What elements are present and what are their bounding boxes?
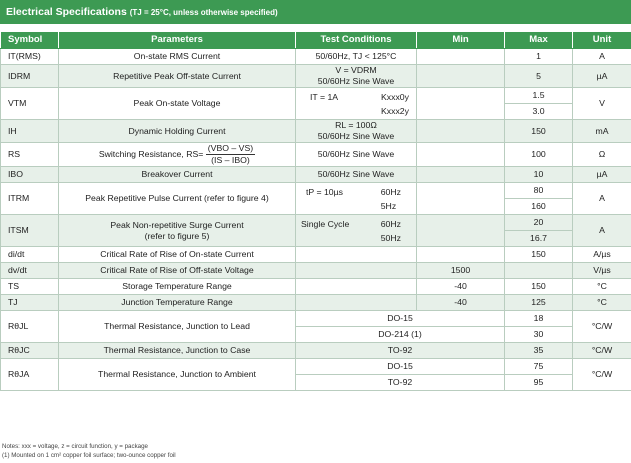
max-cell: 80	[505, 183, 573, 199]
variant-label: 60Hz	[380, 186, 401, 197]
max-cell: 30	[505, 327, 573, 343]
unit-cell: °C	[573, 279, 631, 295]
table-row	[1, 311, 631, 327]
parameter-cell	[59, 215, 296, 247]
min-cell	[417, 183, 505, 215]
unit-cell: °C/W	[573, 343, 631, 359]
symbol-cell: di/dt	[1, 247, 59, 263]
max-cell: 18	[505, 311, 573, 327]
max-cell: 1	[505, 49, 573, 65]
table-row	[1, 183, 631, 199]
max-cell: 75	[505, 359, 573, 375]
condition-cell	[296, 183, 417, 215]
min-cell	[417, 49, 505, 65]
condition-cell: 50/60Hz Sine Wave	[296, 167, 417, 183]
table-row	[1, 247, 631, 263]
condition-line: 50/60Hz Sine Wave	[317, 131, 395, 141]
condition-line: V = VDRM	[335, 65, 377, 75]
unit-cell: µA	[573, 65, 631, 88]
symbol-cell: IT(RMS)	[1, 49, 59, 65]
parameter-cell: Breakover Current	[59, 167, 296, 183]
parameter-cell: Repetitive Peak Off-state Current	[59, 65, 296, 88]
frequency-variants	[381, 185, 413, 213]
parameter-cell: Junction Temperature Range	[59, 295, 296, 311]
electrical-spec-table	[0, 31, 631, 391]
symbol-cell: ITSM	[1, 215, 59, 247]
parameter-cell: Peak Repetitive Pulse Current (refer to figure 4)	[59, 183, 296, 215]
table-row	[1, 120, 631, 143]
max-cell: 150	[505, 279, 573, 295]
symbol-cell: TS	[1, 279, 59, 295]
table-row	[1, 167, 631, 183]
col-header-parameters: Parameters	[59, 32, 296, 49]
unit-cell: µA	[573, 167, 631, 183]
unit-cell: °C/W	[573, 311, 631, 343]
variant-label: 50Hz	[380, 232, 401, 243]
max-cell: 10	[505, 167, 573, 183]
min-cell	[417, 120, 505, 143]
formula-numerator: (VBO – VS)	[207, 143, 254, 153]
condition-main: IT = 1A	[310, 91, 339, 102]
resistance-formula	[206, 143, 255, 166]
parameter-cell: Thermal Resistance, Junction to Case	[59, 343, 296, 359]
max-cell: 150	[505, 120, 573, 143]
table-row	[1, 88, 631, 104]
max-cell: 1.5	[505, 88, 573, 104]
package-cell: DO-214 (1)	[296, 327, 505, 343]
parameter-cell: Critical Rate of Rise of On-state Current	[59, 247, 296, 263]
col-header-max: Max	[505, 32, 573, 49]
condition-line: 50/60Hz Sine Wave	[317, 76, 395, 86]
unit-cell: A	[573, 183, 631, 215]
max-cell: 16.7	[505, 231, 573, 247]
unit-cell: A	[573, 49, 631, 65]
symbol-cell: RS	[1, 143, 59, 167]
package-cell: DO-15	[296, 359, 505, 375]
parameter-cell	[59, 143, 296, 167]
unit-cell: °C	[573, 295, 631, 311]
max-cell: 150	[505, 247, 573, 263]
condition-cell	[296, 247, 417, 263]
footnotes	[2, 443, 176, 460]
condition-variants	[381, 90, 413, 118]
unit-cell: A	[573, 215, 631, 247]
max-cell: 100	[505, 143, 573, 167]
min-cell	[417, 247, 505, 263]
symbol-cell: RθJA	[1, 359, 59, 391]
max-cell	[505, 263, 573, 279]
table-row	[1, 359, 631, 375]
variant-label: 5Hz	[380, 200, 397, 211]
symbol-cell: RθJC	[1, 343, 59, 359]
min-cell: -40	[417, 295, 505, 311]
max-cell: 125	[505, 295, 573, 311]
table-row	[1, 279, 631, 295]
condition-cell	[296, 88, 417, 120]
parameter-cell: Peak On-state Voltage	[59, 88, 296, 120]
parameter-line: (refer to figure 5)	[144, 230, 210, 241]
condition-cell	[296, 65, 417, 88]
table-row	[1, 215, 631, 231]
condition-main: tP = 10µs	[306, 186, 343, 197]
symbol-cell: dv/dt	[1, 263, 59, 279]
condition-cell: 50/60Hz Sine Wave	[296, 143, 417, 167]
parameter-line: Peak Non-repetitive Surge Current	[110, 219, 244, 230]
symbol-cell: IBO	[1, 167, 59, 183]
parameter-cell: On-state RMS Current	[59, 49, 296, 65]
max-cell: 3.0	[505, 104, 573, 120]
table-row	[1, 49, 631, 65]
parameter-cell: Thermal Resistance, Junction to Lead	[59, 311, 296, 343]
max-cell: 160	[505, 199, 573, 215]
parameter-cell: Storage Temperature Range	[59, 279, 296, 295]
symbol-cell: IDRM	[1, 65, 59, 88]
parameter-cell: Dynamic Holding Current	[59, 120, 296, 143]
min-cell	[417, 88, 505, 120]
max-cell: 95	[505, 375, 573, 391]
unit-cell: Ω	[573, 143, 631, 167]
symbol-cell: ITRM	[1, 183, 59, 215]
min-cell: -40	[417, 279, 505, 295]
table-row	[1, 143, 631, 167]
symbol-cell: TJ	[1, 295, 59, 311]
min-cell	[417, 215, 505, 247]
package-cell: DO-15	[296, 311, 505, 327]
condition-cell	[296, 120, 417, 143]
condition-line: RL = 100Ω	[335, 120, 377, 130]
package-cell: TO-92	[296, 343, 505, 359]
max-cell: 35	[505, 343, 573, 359]
unit-cell: A/µs	[573, 247, 631, 263]
section-banner	[0, 0, 631, 24]
variant-label: Kxxx0y	[380, 91, 409, 102]
variant-label: Kxxx2y	[380, 105, 409, 116]
parameter-cell: Critical Rate of Rise of Off-state Voltage	[59, 263, 296, 279]
condition-cell	[296, 295, 417, 311]
condition-cell	[296, 263, 417, 279]
min-cell	[417, 65, 505, 88]
parameter-cell: Thermal Resistance, Junction to Ambient	[59, 359, 296, 391]
col-header-unit: Unit	[573, 32, 631, 49]
footnote-line: (1) Mounted on 1 cm² copper foil surface; two-ounce copper foil	[2, 451, 176, 459]
symbol-cell: VTM	[1, 88, 59, 120]
table-row	[1, 295, 631, 311]
symbol-cell: RθJL	[1, 311, 59, 343]
table-row	[1, 65, 631, 88]
unit-cell: mA	[573, 120, 631, 143]
table-row	[1, 343, 631, 359]
banner-title: Electrical Specifications	[6, 6, 127, 18]
unit-cell: V/µs	[573, 263, 631, 279]
max-cell: 20	[505, 215, 573, 231]
min-cell	[417, 167, 505, 183]
footnote-line: Notes: xxx = voltage, z = circuit function, y = package	[2, 443, 148, 450]
col-header-test-conditions: Test Conditions	[296, 32, 417, 49]
max-cell: 5	[505, 65, 573, 88]
parameter-label: Switching Resistance, RS=	[98, 148, 204, 159]
col-header-min: Min	[417, 32, 505, 49]
condition-cell: 50/60Hz, TJ < 125°C	[296, 49, 417, 65]
unit-cell: V	[573, 88, 631, 120]
symbol-cell: IH	[1, 120, 59, 143]
header-row	[1, 32, 631, 49]
min-cell: 1500	[417, 263, 505, 279]
condition-cell	[296, 215, 417, 247]
condition-main: Single Cycle	[301, 218, 350, 229]
unit-cell: °C/W	[573, 359, 631, 391]
min-cell	[417, 143, 505, 167]
package-cell: TO-92	[296, 375, 505, 391]
variant-label: 60Hz	[380, 218, 401, 229]
frequency-variants	[381, 217, 413, 245]
table-row	[1, 263, 631, 279]
formula-denominator: (IS – IBO)	[211, 155, 250, 165]
banner-conditions: (TJ = 25°C, unless otherwise specified)	[129, 8, 278, 17]
col-header-symbol: Symbol	[1, 32, 59, 49]
condition-cell	[296, 279, 417, 295]
